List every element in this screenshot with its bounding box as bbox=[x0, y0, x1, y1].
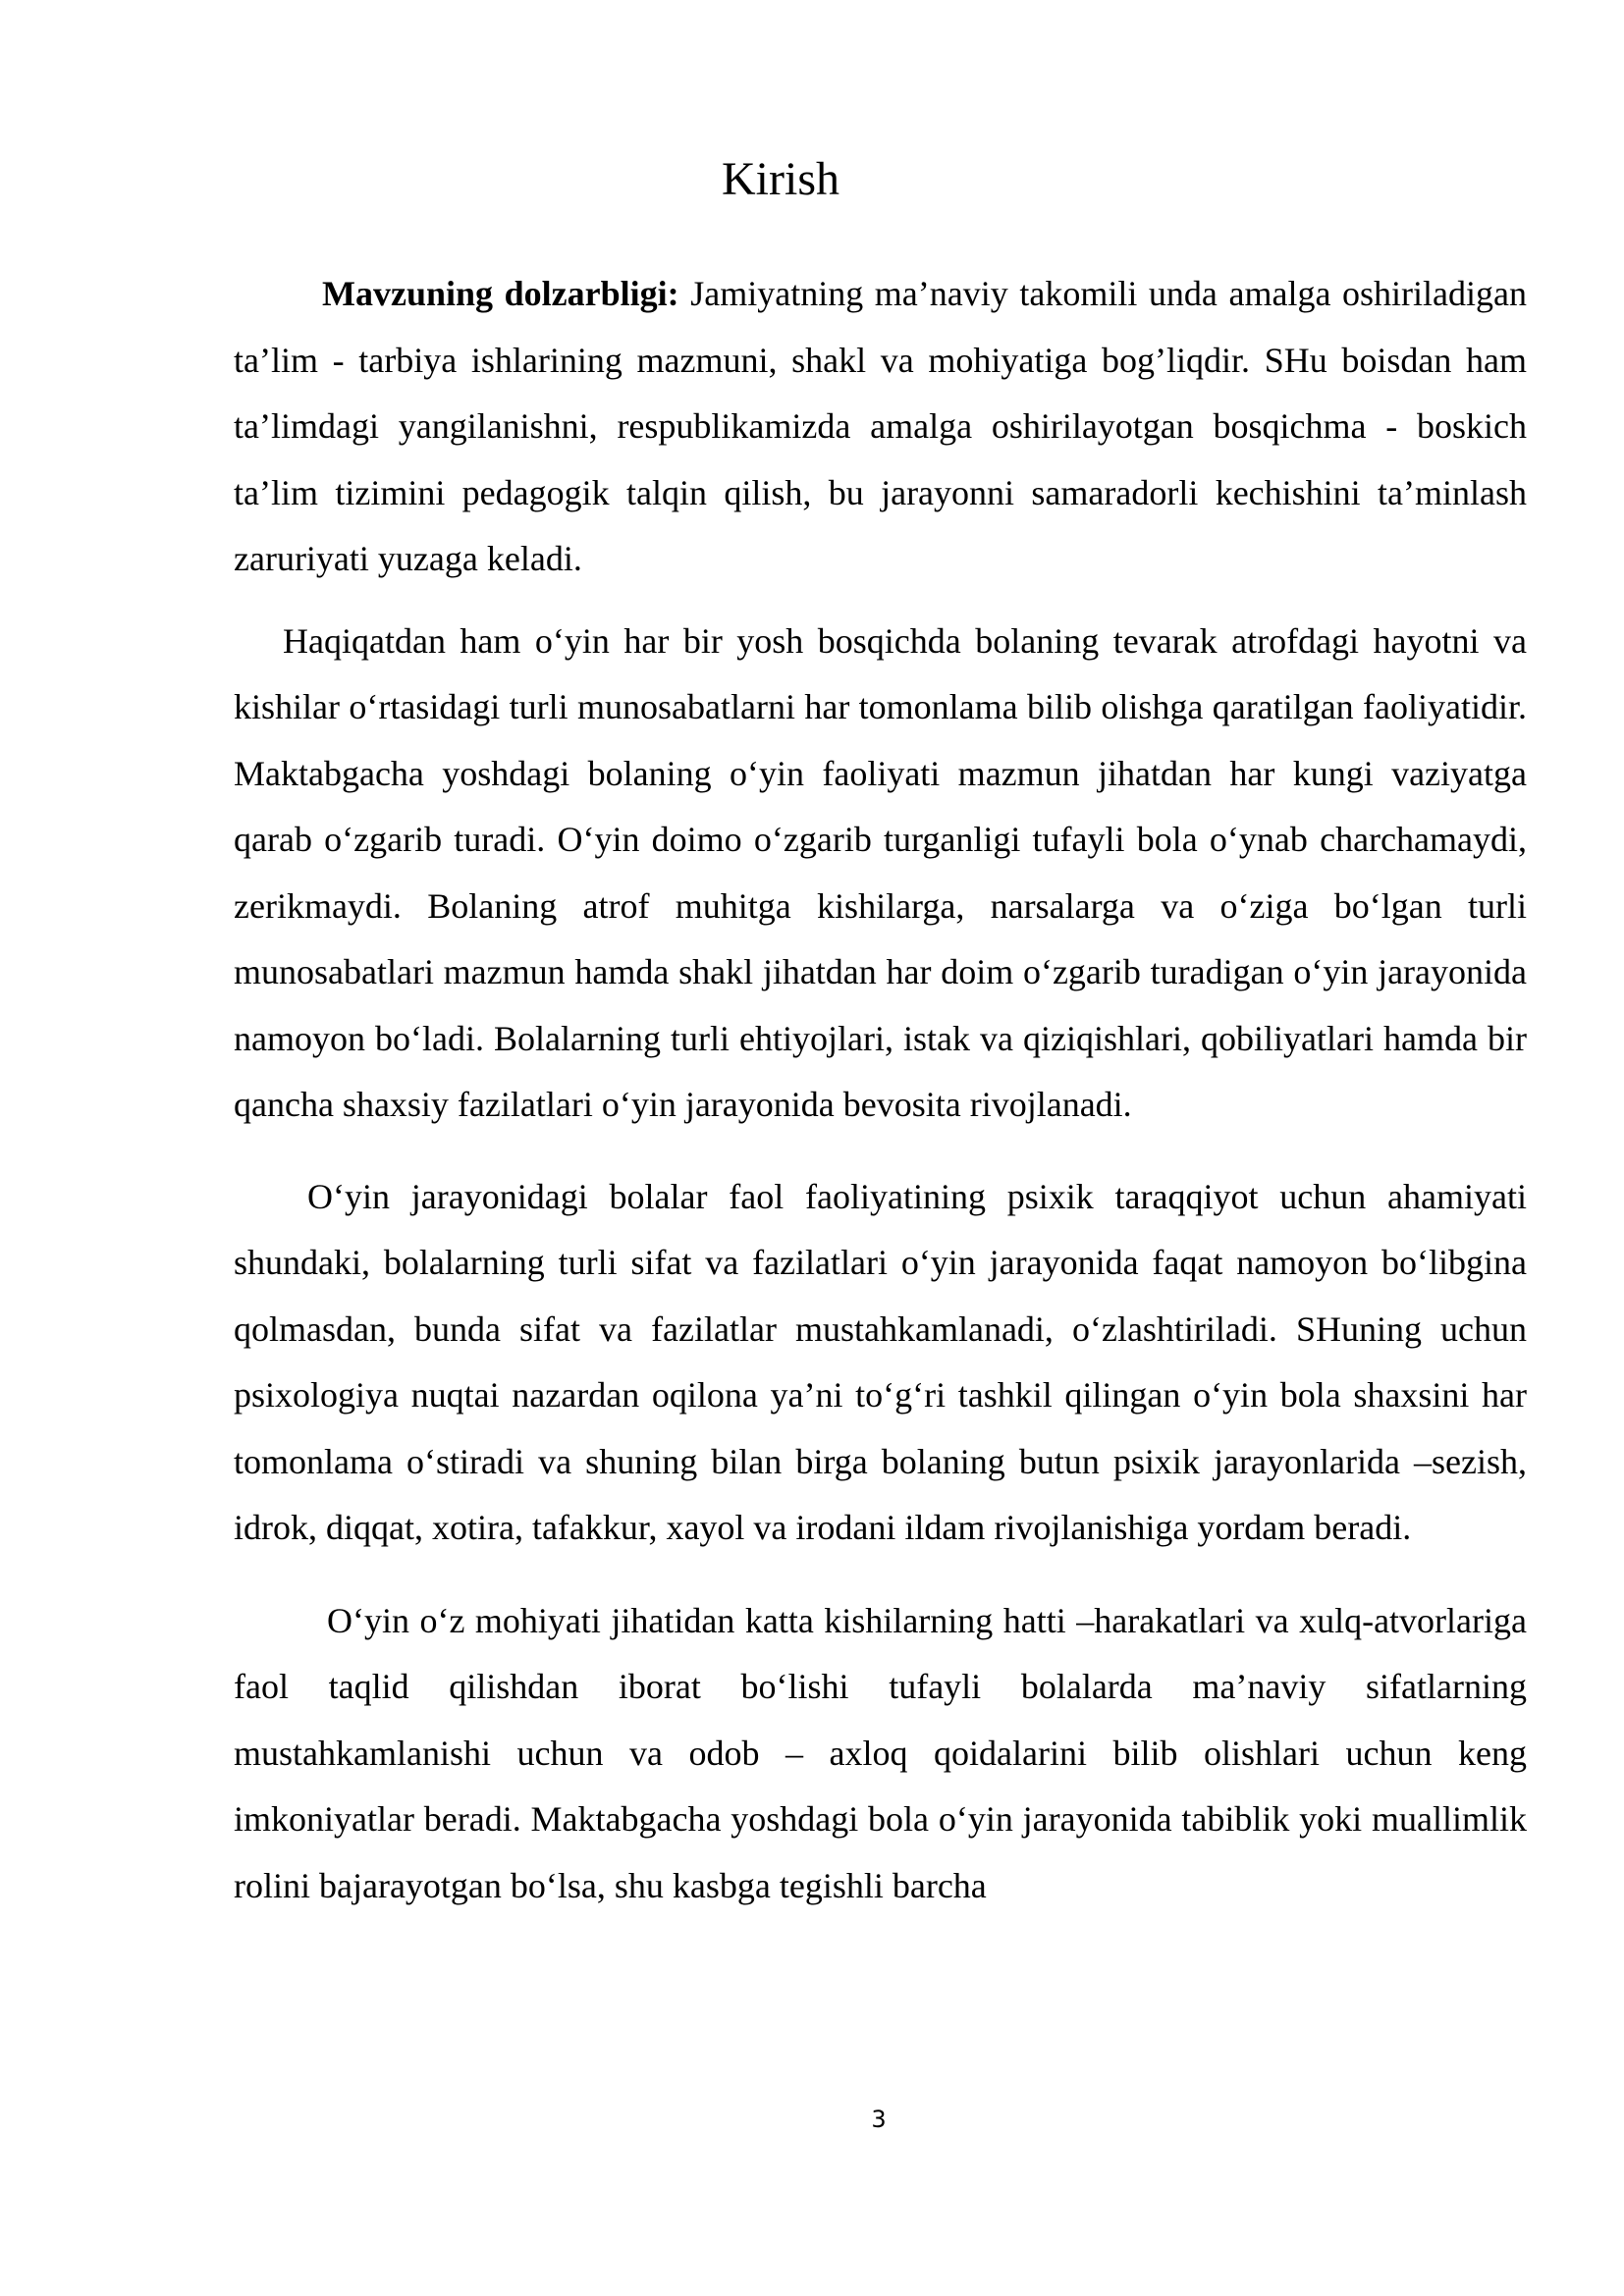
paragraph-2: Haqiqatdan ham o‘yin har bir yosh bosqichda bolaning tevarak atrofdagi hayotni va kishilar o‘rtasidagi turli munosabatlarni har tomonlama bilib olishga qaratilgan faoliyatidir. Maktabgacha yoshdagi bolaning o‘yin faoliyati mazmun jihatdan har kungi vaziyatga qarab o‘zgarib turadi. O‘yin doimo o‘zgarib turganligi tufayli bola o‘ynab charchamaydi, zerikmaydi. Bolaning atrof muhitga kishilarga, narsalarga va o‘ziga bo‘lgan turli munosabatlari mazmun hamda shakl jihatdan har doim o‘zgarib turadigan o‘yin jarayonida namoyon bo‘ladi. Bolalarning turli ehtiyojlari, istak va qiziqishlari, qobiliyatlari hamda bir qancha shaxsiy fazilatlari o‘yin jarayonida bevosita rivojlanadi. bbox=[234, 620, 1527, 1124]
page-title: Kirish bbox=[722, 153, 839, 205]
paragraph-1 bbox=[234, 261, 1527, 593]
paragraph-1-text: Jamiyatning ma’naviy takomili unda amalga oshiriladigan ta’lim - tarbiya ishlarining mazmuni, shakl va mohiyatiga bog’liqdir. SHu boisdan ham ta’limdagi yangilanishni, respublikamizda amalga oshirilayotgan bosqichma - boskich ta’lim tizimini pedagogik talqin qilish, bu jarayonni samaradorli kechishini ta’minlash zaruriyati yuzaga keladi. bbox=[234, 274, 1527, 578]
paragraph-4: O‘yin o‘z mohiyati jihatidan katta kishilarning hatti –harakatlari va xulq-atvorlariga faol taqlid qilishdan iborat bo‘lishi tufayli bolalarda ma’naviy sifatlarning mustahkamlanishi uchun va odob – axloq qoidalarini bilib olishlari uchun keng imkoniyatlar beradi. Maktabgacha yoshdagi bola o‘yin jarayonida tabiblik yoki muallimlik rolini bajarayotgan bo‘lsa, shu kasbga tegishli barcha bbox=[234, 1600, 1527, 1905]
page-number: 3 bbox=[871, 2106, 887, 2133]
document-body bbox=[234, 261, 1527, 1919]
paragraph-3: O‘yin jarayonidagi bolalar faol faoliyatining psixik taraqqiyot uchun ahamiyati shundaki, bolalarning turli sifat va fazilatlari o‘yin jarayonida faqat namoyon bo‘libgina qolmasdan, bunda sifat va fazilatlar mustahkamlanadi, o‘zlashtiriladi. SHuning uchun psixologiya nuqtai nazardan oqilona ya’ni to‘g‘ri tashkil qilingan o‘yin bola shaxsini har tomonlama o‘stiradi va shuning bilan birga bolaning butun psixik jarayonlarida –sezish, idrok, diqqat, xotira, tafakkur, xayol va irodani ildam rivojlanishiga yordam beradi. bbox=[234, 1176, 1527, 1547]
section-lead: Mavzuning dolzarbligi: bbox=[322, 274, 679, 313]
